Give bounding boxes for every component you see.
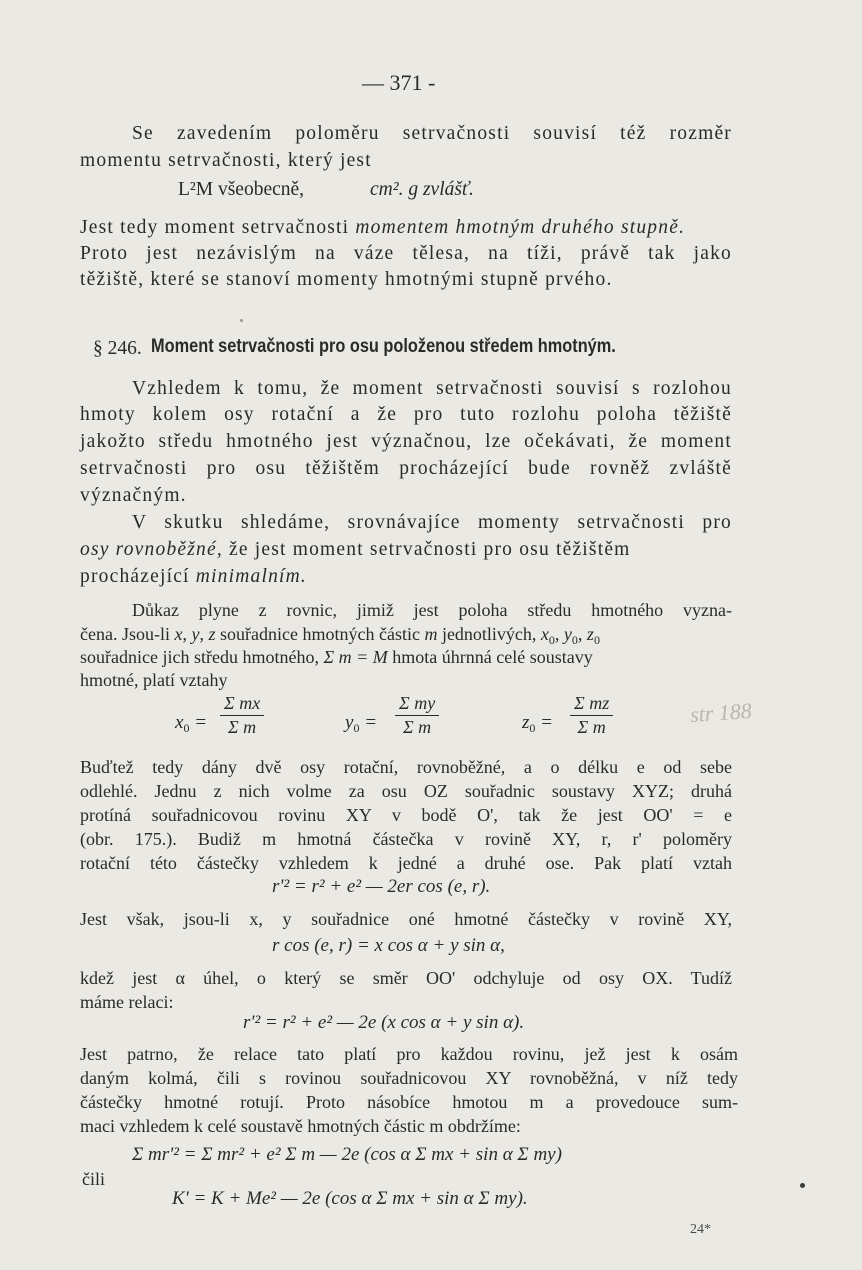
page-number: — 371 -: [362, 70, 436, 95]
intro-line-3-text: Jest tedy moment setrvačnosti: [80, 217, 356, 238]
proof-line-1: Důkaz plyne z rovnic, jimiž jest poloha středu hmotného vyzna-: [132, 600, 732, 620]
body-line-7-text: že jest moment setrvačnosti pro osu těžištěm: [222, 539, 631, 560]
centroid-x-fraction: [220, 692, 264, 738]
plane-line-2: daným kolmá, čili s rovinou souřadnicovou XY rovnoběžná, v níž tedy: [80, 1068, 738, 1088]
intro-line-3: [80, 216, 732, 240]
equation-relation: r'² = r² + e² — 2e (x cos α + y sin α).: [243, 1012, 525, 1033]
centroid-x-numerator: Σ mx: [220, 692, 264, 716]
centroid-x-symbol: x: [175, 712, 184, 733]
body-line-7: [80, 538, 732, 562]
body-line-8-text: procházející: [80, 566, 196, 587]
dimension-specific: cm². g zvlášť.: [370, 179, 474, 200]
centroid-x-lhs: $x_0$ =: [175, 712, 208, 735]
proof-line-2-a: čena. Jsou-li: [80, 624, 175, 644]
proof-line-2-c: jednotlivých,: [437, 624, 541, 644]
centroid-y-fraction: [395, 692, 439, 738]
angle-line-2: máme relaci:: [80, 992, 174, 1012]
cili-label: čili: [82, 1169, 105, 1189]
centroid-x-denominator: Σ m: [227, 717, 257, 737]
body-line-7-emphasis: osy rovnoběžné,: [80, 539, 223, 560]
intro-line-5: těžiště, které se stanoví momenty hmotnými stupně prvého.: [80, 269, 613, 290]
coordinates-line: Jest však, jsou-li x, y souřadnice oné hmotné částečky v rovině XY,: [80, 909, 732, 929]
proof-line-3-b: hmota úhrnná celé soustavy: [387, 647, 593, 667]
section-title: Moment setrvačnosti pro osu položenou středem hmotným.: [151, 336, 616, 357]
dimension-general: L²M všeobecně,: [178, 179, 305, 200]
centroid-x-subscript: 0: [183, 721, 190, 735]
centroid-y-subscript: 0: [353, 721, 360, 735]
intro-line-4: Proto jest nezávislým na váze tělesa, na tíži, právě tak jako: [80, 243, 732, 264]
centroid-z-numerator: Σ mz: [570, 692, 613, 716]
signature-mark: 24*: [690, 1222, 711, 1237]
equation-final: K' = K + Me² — 2e (cos α Σ mx + sin α Σ my).: [172, 1188, 528, 1209]
body-line-6: V skutku shledáme, srovnávajíce momenty setrvačnosti pro: [132, 512, 732, 533]
plane-line-3: částečky hmotné rotují. Proto násobíce hmotou m a provedouce sum-: [80, 1092, 738, 1112]
equation-radius-cosine: r'² = r² + e² — 2er cos (e, r).: [272, 876, 491, 897]
section-number: § 246.: [93, 338, 142, 359]
proof-line-2: čena. Jsou-li x, y, z souřadnice hmotných částic m jednotlivých, $x_0$, $y_0$, $z_0$: [80, 624, 600, 647]
proof-line-3: souřadnice jich středu hmotného, Σ m = M hmota úhrnná celé soustavy: [80, 647, 593, 667]
proof-line-3-a: souřadnice jich středu hmotného,: [80, 647, 324, 667]
centroid-z-denominator: Σ m: [577, 717, 606, 737]
print-speck: [240, 319, 243, 322]
body-line-1: Vzhledem k tomu, že moment setrvačnosti souvisí s rozlohou: [132, 378, 732, 399]
centroid-z-lhs: $z_0$ =: [522, 712, 553, 735]
centroid-y-denominator: Σ m: [402, 717, 432, 737]
centroid-z-symbol: z: [522, 712, 530, 733]
plane-line-4: maci vzhledem k celé soustavě hmotných částic m obdržíme:: [80, 1116, 521, 1136]
angle-line-1: kdež jest α úhel, o který se směr OO' odchyluje od osy OX. Tudíž: [80, 968, 732, 988]
equation-projection: r cos (e, r) = x cos α + y sin α,: [272, 935, 505, 956]
parallel-line-1: Buďtež tedy dány dvě osy rotační, rovnoběžné, a o délku e od sebe: [80, 757, 732, 777]
body-line-3: jakožto středu hmotného jest význačnou, lze očekávati, že moment: [80, 431, 732, 452]
body-line-5: význačným.: [80, 485, 187, 506]
centroid-z-fraction: [570, 692, 613, 738]
parallel-line-4: (obr. 175.). Budiž m hmotná částečka v rovině XY, r, r' poloměry: [80, 829, 732, 849]
body-line-8: [80, 565, 307, 589]
parallel-line-3: protíná souřadnicovou rovinu XY v bodě O', tak že jest OO' = e: [80, 805, 732, 825]
intro-line-1: Se zavedením poloměru setrvačnosti souvisí též rozměr: [132, 123, 732, 144]
proof-line-4: hmotné, platí vztahy: [80, 670, 228, 690]
centroid-y-lhs: $y_0$ =: [345, 712, 378, 735]
parallel-line-2: odlehlé. Jednu z nich volme za osu OZ souřadnic soustavy XYZ; druhá: [80, 781, 732, 801]
body-line-2: hmoty kolem osy rotační a že pro tuto rozlohu poloha těžiště: [80, 404, 732, 425]
intro-line-3-emphasis: momentem hmotným druhého stupně.: [355, 217, 686, 238]
proof-line-2-b: souřadnice hmotných částic: [215, 624, 425, 644]
centroid-y-numerator: Σ my: [395, 692, 439, 716]
parallel-line-5: rotační této částečky vzhledem k jedné a druhé ose. Pak platí vztah: [80, 853, 732, 873]
centroid-y-symbol: y: [345, 712, 354, 733]
body-line-4: setrvačnosti pro osu těžištěm procházející bude rovněž zvláště: [80, 458, 732, 479]
print-dot: [800, 1183, 805, 1188]
intro-line-2: momentu setrvačnosti, který jest: [80, 150, 372, 171]
centroid-z-subscript: 0: [529, 721, 536, 735]
equation-sum: Σ mr'² = Σ mr² + e² Σ m — 2e (cos α Σ mx + sin α Σ my): [132, 1144, 562, 1165]
pencil-margin-note: str 188: [689, 697, 753, 728]
plane-line-1: Jest patrno, že relace tato platí pro každou rovinu, jež jest k osám: [80, 1044, 738, 1064]
body-line-8-emphasis: minimalním.: [195, 566, 307, 587]
